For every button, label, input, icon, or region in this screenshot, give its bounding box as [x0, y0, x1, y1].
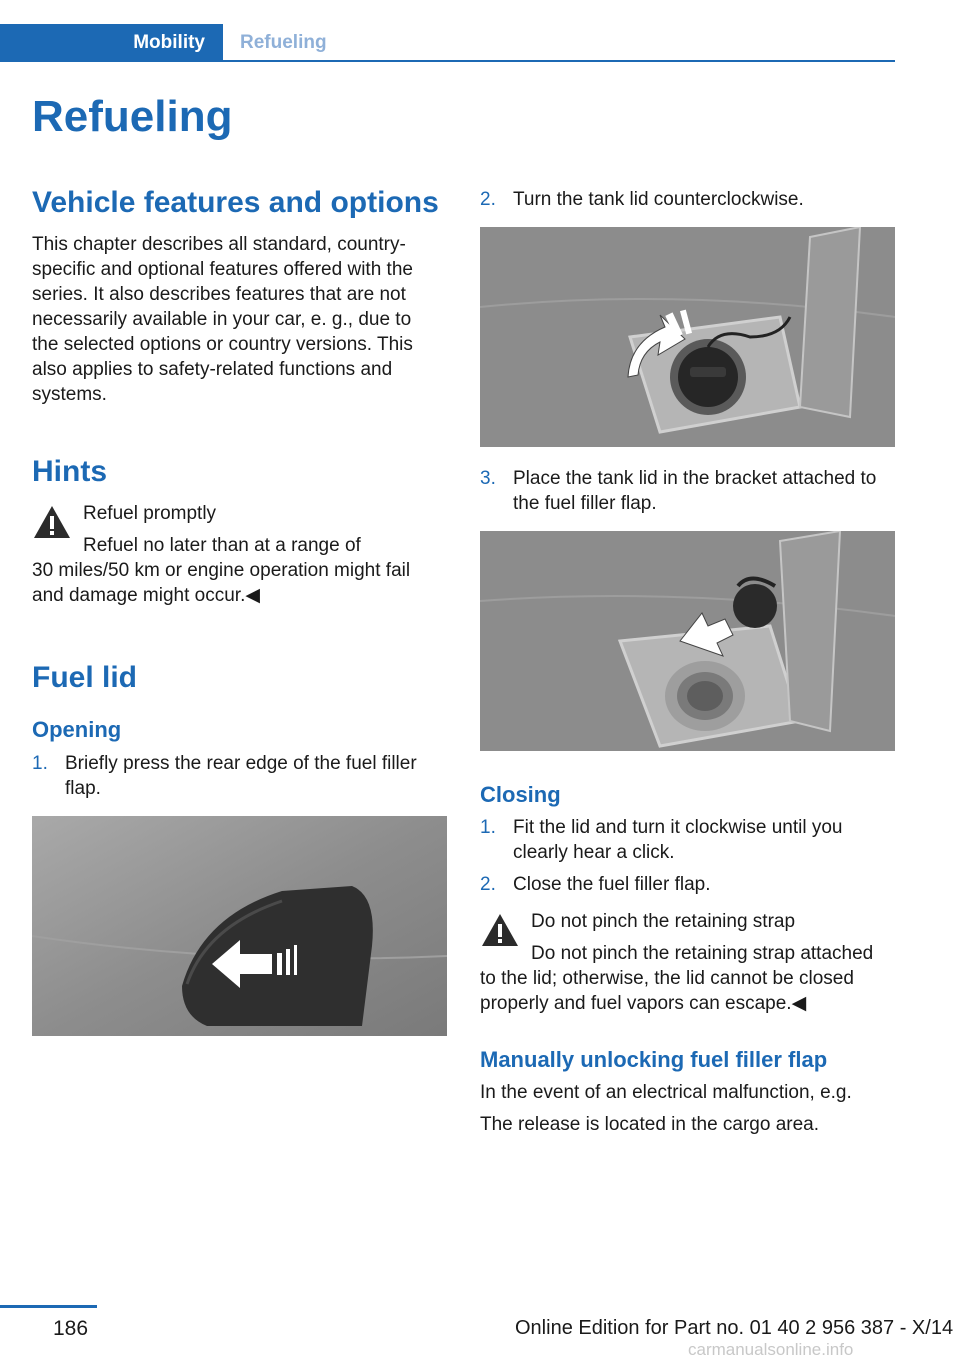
vehicle-features-text: This chapter describes all standard, country-specific and optional features offered with the series. It also describes features that are not necessarily available in your car, e. g., due to the selected options or country versions. This also applies to safety-related functions and systems.: [32, 234, 413, 405]
manual-unlock-text-2: The release is located in the cargo area.: [480, 1114, 820, 1135]
warning-title: Do not pinch the retaining strap: [531, 911, 796, 932]
hint-line-1: Refuel no later than at a range of: [83, 535, 361, 556]
page-title: Refueling: [32, 92, 233, 141]
step-text: Briefly press the rear edge of the fuel filler flap.: [65, 753, 417, 799]
manual-unlock-text-1: In the event of an electrical malfunction, e.g.: [480, 1082, 852, 1103]
step-number: 1.: [32, 753, 48, 774]
tab-refueling[interactable]: Refueling: [240, 32, 327, 53]
closing-step-2: [480, 872, 895, 897]
tank-lid-bracket-figure: [480, 531, 895, 751]
step-number: 3.: [480, 468, 496, 489]
step-number: 2.: [480, 189, 496, 210]
opening-step-1: [32, 751, 442, 801]
watermark[interactable]: carmanualsonline.info: [688, 1340, 854, 1359]
warning-line-2: to the lid; otherwise, the lid cannot be closed properly and fuel vapors can escape.◀: [480, 968, 854, 1014]
closing-heading: Closing: [480, 782, 561, 807]
closing-step-1: [480, 815, 895, 865]
opening-step-2: [480, 187, 895, 212]
tab-mobility[interactable]: Mobility: [0, 24, 223, 62]
step-text: Close the fuel filler flap.: [513, 874, 711, 895]
fuel-flap-press-figure: [32, 816, 447, 1036]
fuel-lid-heading: Fuel lid: [32, 661, 137, 694]
manual-unlock-heading: Manually unlocking fuel filler flap: [480, 1047, 828, 1072]
step-number: 2.: [480, 874, 496, 895]
tank-lid-turn-figure: [480, 227, 895, 447]
page-number: 186: [53, 1317, 89, 1340]
hints-heading: Hints: [32, 455, 107, 488]
step-text: Fit the lid and turn it clockwise until you clearly hear a click.: [513, 817, 843, 863]
step-text: Turn the tank lid counterclockwise.: [513, 189, 804, 210]
footer-rule: [0, 1305, 97, 1308]
warning-line-1: Do not pinch the retaining strap attached: [531, 943, 874, 964]
step-text: Place the tank lid in the bracket attached to the fuel filler flap.: [513, 468, 877, 514]
step-number: 1.: [480, 817, 496, 838]
warning-triangle-icon: [32, 504, 72, 540]
vehicle-features-heading: Vehicle features and options: [32, 186, 439, 219]
hint-title: Refuel promptly: [83, 503, 217, 524]
warning-triangle-icon: [480, 912, 520, 948]
opening-step-3: [480, 466, 895, 516]
edition-note: Online Edition for Part no. 01 40 2 956 387 - X/14: [515, 1317, 954, 1339]
opening-heading: Opening: [32, 717, 122, 742]
hint-line-2: 30 miles/50 km or engine operation might fail and damage might occur.◀: [32, 560, 411, 606]
